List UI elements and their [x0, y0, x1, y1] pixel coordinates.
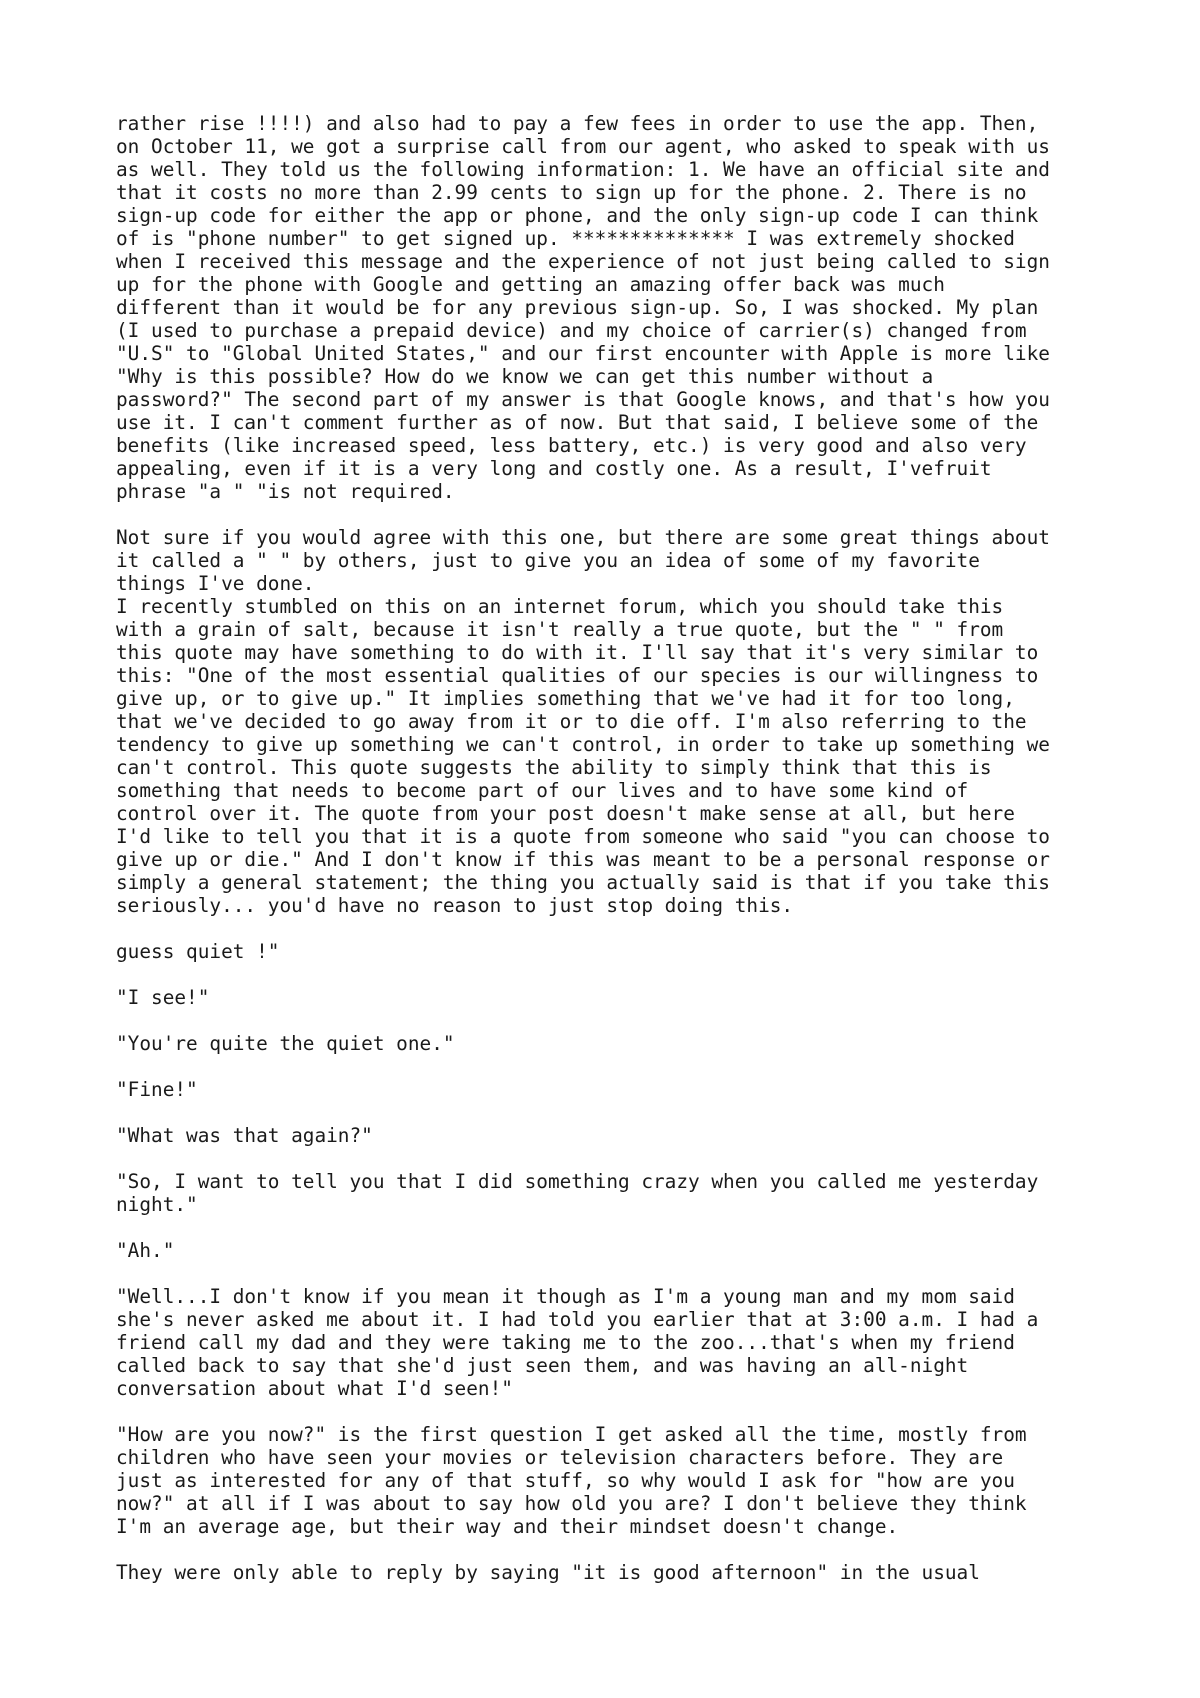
- text-line: "You're quite the quiet one.": [116, 1032, 455, 1055]
- paragraph: [116, 1561, 1116, 1584]
- text-line: something that needs to become part of our lives and to have some kind of: [116, 779, 969, 802]
- text-line: of is "phone number" to get signed up. ************** I was extremely shocked: [116, 227, 1015, 250]
- document-page: [116, 112, 1116, 1607]
- text-line: Not sure if you would agree with this one, but there are some great things about: [116, 526, 1050, 549]
- text-line: use it. I can't comment further as of now. But that said, I believe some of the: [116, 411, 1039, 434]
- text-line: that we've decided to go away from it or to die off. I'm also referring to the: [116, 710, 1027, 733]
- text-line: "Why is this possible? How do we know we can get this number without a: [116, 365, 934, 388]
- paragraph: [116, 1423, 1116, 1538]
- text-line: tendency to give up something we can't control, in order to take up something we: [116, 733, 1050, 756]
- text-line: night.": [116, 1193, 198, 1216]
- paragraph: [116, 595, 1116, 917]
- text-line: on October 11, we got a surprise call from our agent, who asked to speak with us: [116, 135, 1050, 158]
- text-line: rather rise !!!!) and also had to pay a few fees in order to use the app. Then,: [116, 112, 1039, 135]
- text-line: phrase "a " "is not required.: [116, 480, 455, 503]
- text-line: "So, I want to tell you that I did something crazy when you called me yesterday: [116, 1170, 1039, 1193]
- text-line: "U.S" to "Global United States," and our first encounter with Apple is more like: [116, 342, 1050, 365]
- text-line: I'm an average age, but their way and their mindset doesn't change.: [116, 1515, 899, 1538]
- paragraph: [116, 1285, 1116, 1400]
- text-line: (I used to purchase a prepaid device) and my choice of carrier(s) changed from: [116, 319, 1027, 342]
- paragraph: [116, 1170, 1116, 1216]
- text-line: things I've done.: [116, 572, 315, 595]
- text-line: just as interested for any of that stuff, so why would I ask for "how are you: [116, 1469, 1015, 1492]
- text-line: that it costs no more than 2.99 cents to sign up for the phone. 2. There is no: [116, 181, 1027, 204]
- text-line: "How are you now?" is the first question I get asked all the time, mostly from: [116, 1423, 1027, 1446]
- text-line: now?" at all if I was about to say how old you are? I don't believe they think: [116, 1492, 1027, 1515]
- text-line: "Well...I don't know if you mean it though as I'm a young man and my mom said: [116, 1285, 1015, 1308]
- text-line: benefits (like increased speed, less battery, etc.) is very good and also very: [116, 434, 1027, 457]
- text-line: They were only able to reply by saying "it is good afternoon" in the usual: [116, 1561, 980, 1584]
- text-line: simply a general statement; the thing you actually said is that if you take this: [116, 871, 1050, 894]
- text-line: with a grain of salt, because it isn't really a true quote, but the " " from: [116, 618, 1004, 641]
- text-line: I recently stumbled on this on an internet forum, which you should take this: [116, 595, 1004, 618]
- paragraph: [116, 1078, 1116, 1101]
- paragraph: [116, 986, 1116, 1009]
- paragraph: [116, 1124, 1116, 1147]
- text-line: guess quiet !": [116, 940, 280, 963]
- text-line: appealing, even if it is a very long and costly one. As a result, I'vefruit: [116, 457, 992, 480]
- text-line: when I received this message and the experience of not just being called to sign: [116, 250, 1050, 273]
- text-line: "Ah.": [116, 1239, 175, 1262]
- text-line: it called a " " by others, just to give you an idea of some of my favorite: [116, 549, 980, 572]
- paragraph: [116, 940, 1116, 963]
- text-line: seriously... you'd have no reason to just stop doing this.: [116, 894, 794, 917]
- paragraph: [116, 526, 1116, 595]
- text-line: called back to say that she'd just seen them, and was having an all-night: [116, 1354, 969, 1377]
- text-line: password?" The second part of my answer is that Google knows, and that's how you: [116, 388, 1050, 411]
- text-line: this: "One of the most essential qualities of our species is our willingness to: [116, 664, 1039, 687]
- text-line: different than it would be for any previous sign-up. So, I was shocked. My plan: [116, 296, 1039, 319]
- text-line: sign-up code for either the app or phone, and the only sign-up code I can think: [116, 204, 1039, 227]
- text-line: up for the phone with Google and getting an amazing offer back was much: [116, 273, 945, 296]
- text-line: "What was that again?": [116, 1124, 373, 1147]
- text-line: she's never asked me about it. I had told you earlier that at 3:00 a.m. I had a: [116, 1308, 1039, 1331]
- text-line: give up or die." And I don't know if this was meant to be a personal response or: [116, 848, 1050, 871]
- text-line: as well. They told us the following information: 1. We have an official site and: [116, 158, 1050, 181]
- text-line: give up, or to give up." It implies something that we've had it for too long,: [116, 687, 1015, 710]
- paragraph: [116, 1032, 1116, 1055]
- paragraph: [116, 112, 1116, 503]
- text-line: conversation about what I'd seen!": [116, 1377, 513, 1400]
- text-line: can't control. This quote suggests the ability to simply think that this is: [116, 756, 992, 779]
- text-line: this quote may have something to do with it. I'll say that it's very similar to: [116, 641, 1039, 664]
- paragraph: [116, 1239, 1116, 1262]
- text-line: control over it. The quote from your post doesn't make sense at all, but here: [116, 802, 1015, 825]
- text-line: friend call my dad and they were taking me to the zoo...that's when my friend: [116, 1331, 1015, 1354]
- text-line: "I see!": [116, 986, 210, 1009]
- text-line: children who have seen your movies or television characters before. They are: [116, 1446, 1004, 1469]
- text-line: "Fine!": [116, 1078, 198, 1101]
- text-line: I'd like to tell you that it is a quote from someone who said "you can choose to: [116, 825, 1050, 848]
